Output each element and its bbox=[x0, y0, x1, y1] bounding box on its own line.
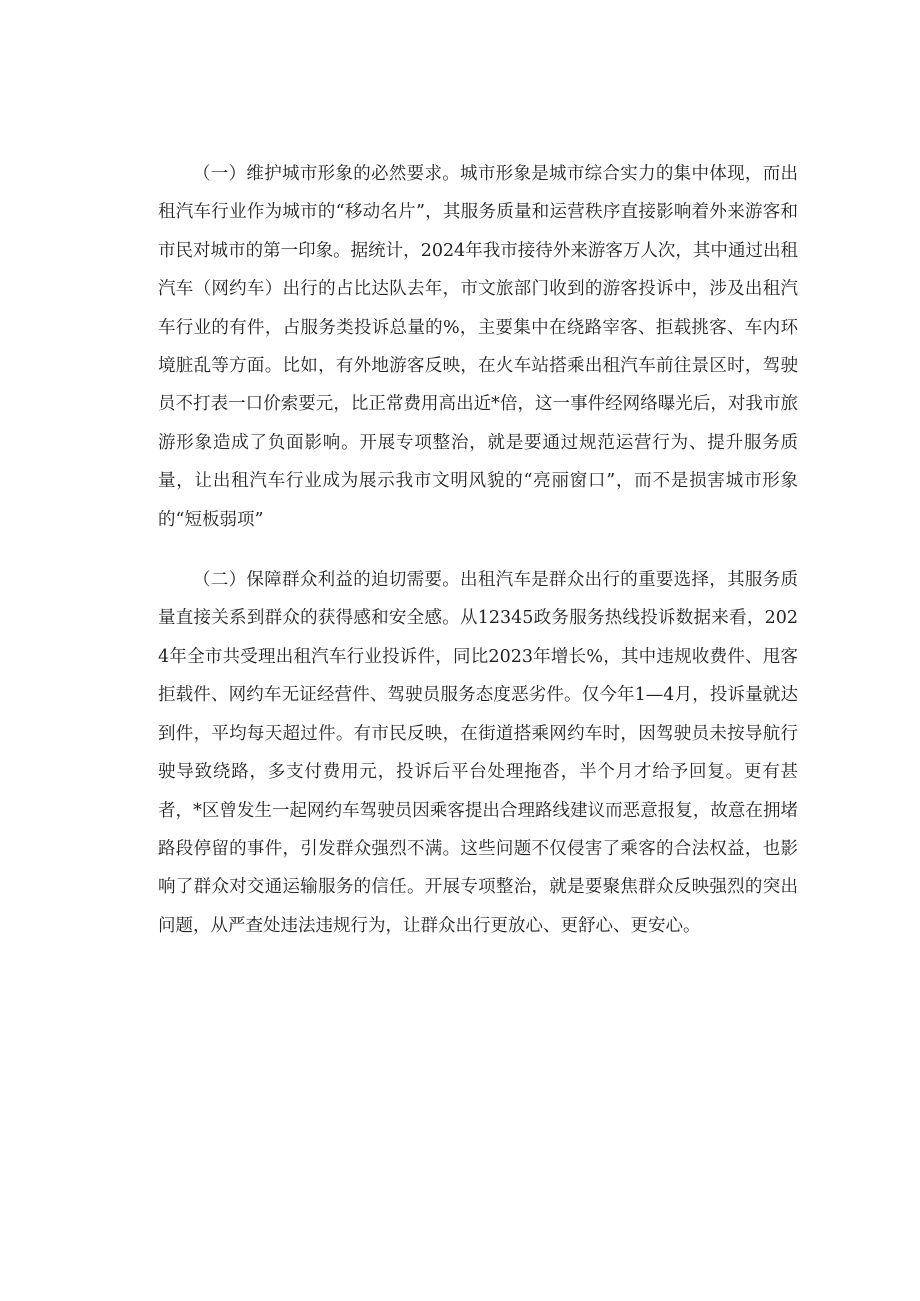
document-body bbox=[158, 155, 798, 945]
paragraph-city-image: （一）维护城市形象的必然要求。城市形象是城市综合实力的集中体现，而出租汽车行业作为城市的“移动名片”，其服务质量和运营秩序直接影响着外来游客和市民对城市的第一印象。据统计，2024年我市接待外来游客万人次，其中通过出租汽车（网约车）出行的占比达队去年，市文旅部门收到的游客投诉中，涉及出租汽车行业的有件，占服务类投诉总量的%，主要集中在绕路宰客、拒载挑客、车内环境脏乱等方面。比如，有外地游客反映，在火车站搭乘出租汽车前往景区时，驾驶员不打表一口价索要元，比正常费用高出近*倍，这一事件经网络曝光后，对我市旅游形象造成了负面影响。开展专项整治，就是要通过规范运营行为、提升服务质量，让出租汽车行业成为展示我市文明风貌的“亮丽窗口”，而不是损害城市形象的“短板弱项” bbox=[158, 164, 798, 530]
paragraph-public-interest: （二）保障群众利益的迫切需要。出租汽车是群众出行的重要选择，其服务质量直接关系到群众的获得感和安全感。从12345政务服务热线投诉数据来看，2024年全市共受理出租汽车行业投诉件，同比2023年增长%，其中违规收费件、甩客拒载件、网约车无证经营件、驾驶员服务态度恶劣件。仅今年1—4月，投诉量就达到件，平均每天超过件。有市民反映，在街道搭乘网约车时，因驾驶员未按导航行驶导致绕路，多支付费用元，投诉后平台处理拖沓，半个月才给予回复。更有甚者，*区曾发生一起网约车驾驶员因乘客提出合理路线建议而恶意报复，故意在拥堵路段停留的事件，引发群众强烈不满。这些问题不仅侵害了乘客的合法权益，也影响了群众对交通运输服务的信任。开展专项整治，就是要聚焦群众反映强烈的突出问题，从严查处违法违规行为，让群众出行更放心、更舒心、更安心。 bbox=[158, 570, 798, 936]
